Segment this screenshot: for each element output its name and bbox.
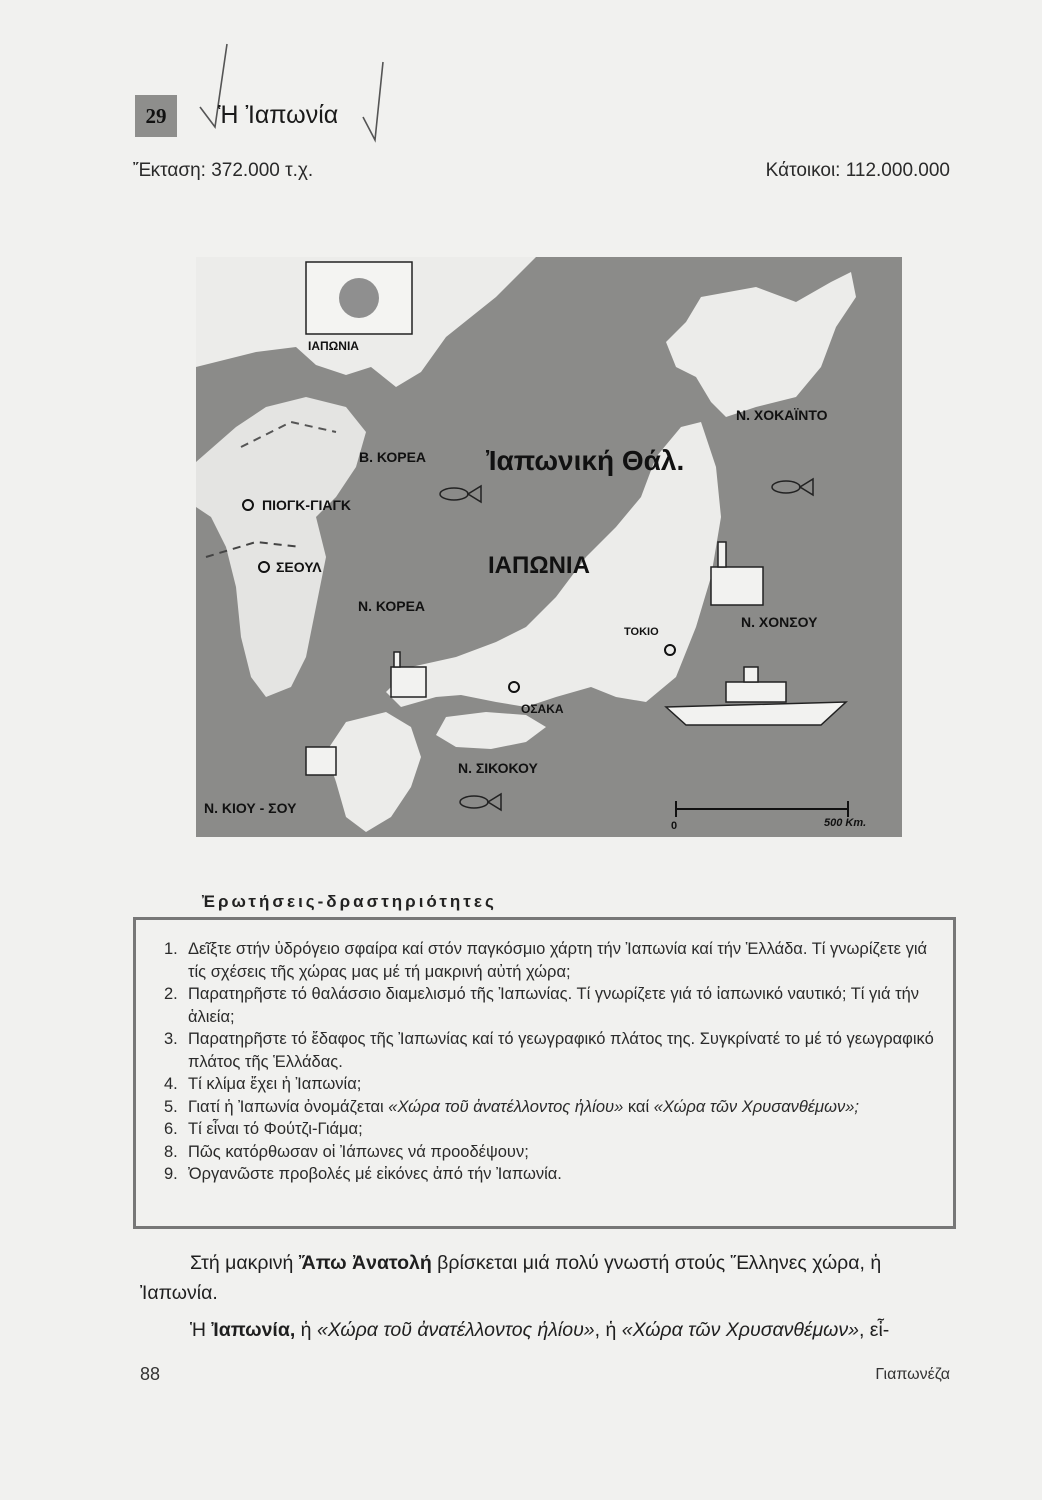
area-stat: Ἔκταση: 372.000 τ.χ. [133,160,314,181]
label-south-korea: Ν. ΚΟΡΕΑ [358,598,426,614]
population-stat: Κάτοικοι: 112.000.000 [765,160,950,181]
flag-disc [339,278,379,318]
label-seoul: ΣΕΟΥΛ [276,559,322,575]
footer-word: Γιαπωνέζα [875,1366,950,1383]
label-honshu: Ν. ΧΟΝΣΟΥ [741,614,818,630]
sea-label: Ἰαπωνική Θάλ. [486,445,685,476]
body-paragraph-1: Στή μακρινή Ἄπω Ἀνατολή βρίσκεται μιά πολύ γνωστή στούς Ἕλληνες χώρα, ἡ Ἰαπωνία. [140,1252,882,1304]
question-item: 4. Τί κλίμα ἔχει ἡ Ἰαπωνία; [164,1075,362,1093]
question-item: 6. Τί εἶναι τό Φούτζι-Γιάμα; [164,1120,363,1138]
label-hokkaido: Ν. ΧΟΚΑΪΝΤΟ [736,407,828,423]
label-kyushu: Ν. ΚΙΟΥ - ΣΟΥ [204,800,297,816]
question-item: 2. Παρατηρῆστε τό θαλάσσιο διαμελισμό τῆς Ἰαπωνίας. Τί γνωρίζετε γιά τό ἰαπωνικό ναυτικό; Τί γιά τήν ἁλιεία; [164,985,920,1026]
lesson-number: 29 [135,95,177,137]
question-item: 8. Πῶς κατόρθωσαν οἱ Ἰάπωνες νά προοδέψουν; [164,1142,529,1161]
lesson-title: Ἡ Ἰαπωνία [218,101,339,129]
question-item: 3. Παρατηρῆστε τό ἔδαφος τῆς Ἰαπωνίας καί τό γεωγραφικό πλάτος της. Συγκρίνατέ το μέ τό γεωγραφικό πλάτος τῆς Ἑλλάδας. [164,1030,934,1071]
label-pyongyang: ΠΙΟΓΚ-ΓΙΑΓΚ [262,497,352,513]
questions-list [164,938,944,1186]
question-item: 9. Ὀργανῶστε προβολές μέ εἰκόνες ἀπό τήν Ἰαπωνία. [164,1165,562,1183]
question-item: 1. Δεῖξτε στήν ὑδρόγειο σφαίρα καί στόν παγκόσμιο χάρτη τήν Ἰαπωνία καί τήν Ἑλλάδα. Τί γνωρίζετε γιά τίς σχέσεις τῆς χώρας μας μέ τή μακρινή αὐτή χώρα; [164,940,928,981]
label-osaka: ΟΣΑΚΑ [521,702,564,716]
question-item: 5. Γιατί ἡ Ἰαπωνία ὀνομάζεται «Χώρα τοῦ ἀνατέλλοντος ἡλίου» καί «Χώρα τῶν Χρυσανθέμων»; [164,1097,859,1116]
body-paragraph-2: Ἡ Ἰαπωνία, ἡ «Χώρα τοῦ ἀνατέλλοντος ἡλίου», ἡ «Χώρα τῶν Χρυσανθέμων», εἶ- [190,1319,890,1341]
label-north-korea: Β. ΚΟΡΕΑ [359,449,427,465]
page-number: 88 [140,1364,161,1384]
scale-end: 500 Km. [824,817,867,829]
label-tokyo: ΤΟΚΙΟ [624,626,659,638]
japan-map [196,257,902,837]
flag-label: ΙΑΠΩΝΙΑ [308,339,359,353]
scale-start: 0 [671,820,678,832]
label-shikoku: Ν. ΣΙΚΟΚΟΥ [458,760,538,776]
country-label: ΙΑΠΩΝΙΑ [488,552,590,579]
questions-title: Ἐρωτήσεις-δραστηριότητες [196,892,503,912]
